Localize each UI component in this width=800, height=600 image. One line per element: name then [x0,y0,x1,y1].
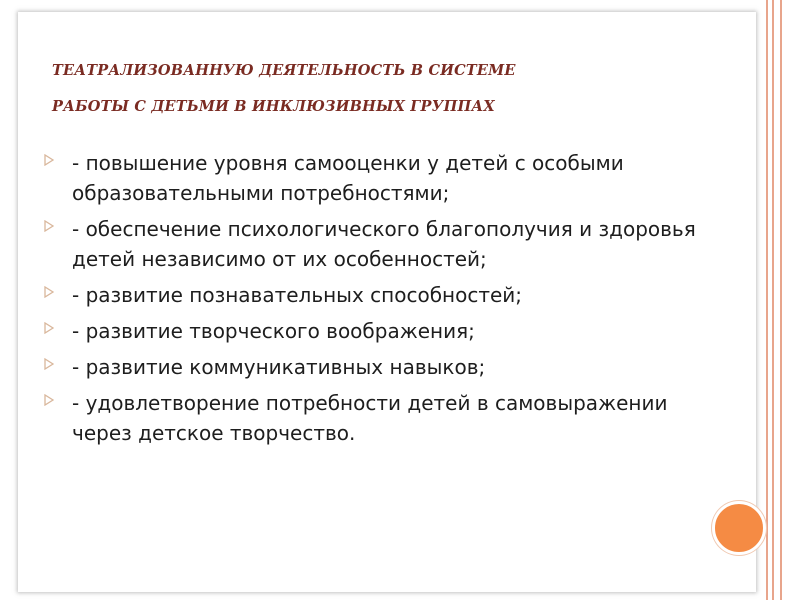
bullet-icon [44,322,54,334]
bullet-icon [44,286,54,298]
orange-circle-icon [712,501,766,555]
bullet-item [44,148,704,208]
bullet-text: - повышение уровня самооценки у детей с особыми образовательными потребностями; [72,151,624,205]
slide-title-line-2: РАБОТЫ С ДЕТЬМИ В ИНКЛЮЗИВНЫХ ГРУППАХ [52,98,495,115]
bullet-text: - обеспечение психологического благополучия и здоровья детей независимо от их особенностей; [72,217,696,271]
bullet-item [44,388,704,448]
bullet-icon [44,358,54,370]
bullet-icon [44,154,54,166]
bullet-list [44,148,704,454]
border-line [780,0,782,600]
bullet-item [44,316,704,346]
border-line [766,0,768,600]
slide-title-line-1: ТЕАТРАЛИЗОВАННУЮ ДЕЯТЕЛЬНОСТЬ В СИСТЕМЕ [52,62,516,79]
border-line [772,0,774,600]
bullet-text: - развитие коммуникативных навыков; [72,355,486,379]
bullet-text: - развитие познавательных способностей; [72,283,523,307]
bullet-item [44,352,704,382]
bullet-text: - удовлетворение потребности детей в самовыражении через детское творчество. [72,391,668,445]
bullet-icon [44,394,54,406]
bullet-item [44,280,704,310]
bullet-icon [44,220,54,232]
bullet-text: - развитие творческого воображения; [72,319,475,343]
bullet-item [44,214,704,274]
